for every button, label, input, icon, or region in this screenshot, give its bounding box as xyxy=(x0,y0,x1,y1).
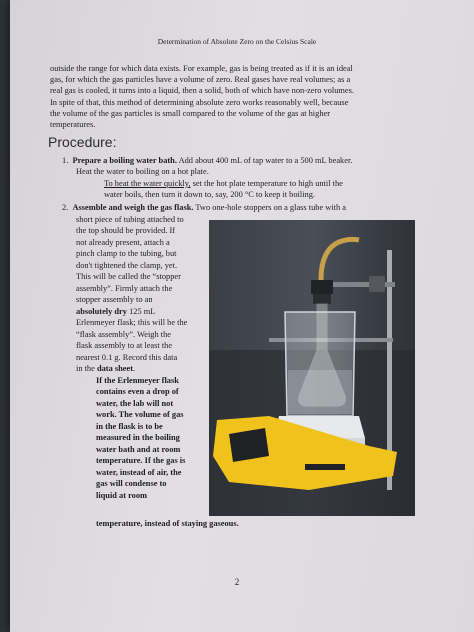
step2-line: nearest 0.1 g. Record this data xyxy=(76,353,178,362)
warning-line: water, the lab will not xyxy=(96,399,174,408)
step1-line: Heat the water to boiling on a hot plate. xyxy=(76,167,209,176)
step2-text: Two one-hole stoppers on a glass tube with a xyxy=(193,203,346,212)
balance-display xyxy=(229,428,269,462)
balance-label xyxy=(305,464,345,470)
step2-line: This will be called the “stopper xyxy=(76,272,181,281)
step2-line: assembly”. Firmly attach the xyxy=(76,284,173,293)
step1-line: water boils, then turn it down to, say, 200 °C to keep it boiling. xyxy=(104,190,315,199)
page-header: Determination of Absolute Zero on the Celsius Scale xyxy=(157,37,317,46)
absolutely-dry-emphasis: absolutely dry xyxy=(76,307,127,316)
step2-line: stopper assembly to an xyxy=(76,295,153,304)
intro-line: temperatures. xyxy=(50,120,96,130)
step1-first-line xyxy=(62,155,352,166)
apparatus-illustration xyxy=(209,220,415,516)
warning-line: in the flask is to be xyxy=(96,422,163,431)
stopper-top xyxy=(311,280,333,294)
warning-line: water, instead of air, the xyxy=(96,468,182,477)
step2-line: short piece of tubing attached to xyxy=(76,215,184,224)
warning-line: If the Erlenmeyer flask xyxy=(96,376,179,385)
intro-line: real gas is cooled, it turns into a liquid, then a solid, both of which have non-zero volumes. xyxy=(50,86,354,96)
intro-line: In spite of that, this method of determining absolute zero works reasonably well, because xyxy=(50,97,349,107)
intro-paragraph xyxy=(50,63,410,130)
step2-number: 2. xyxy=(62,203,69,212)
step2-last-line: temperature, instead of staying gaseous. xyxy=(96,519,239,528)
warning-line: contains even a drop of xyxy=(96,387,179,396)
procedure-heading: Procedure: xyxy=(48,134,117,150)
warning-line: water bath and at room xyxy=(96,445,181,454)
step2-first-line xyxy=(62,202,346,213)
warning-line: gas will condense to xyxy=(96,479,167,488)
step2-line: not already present, attach a xyxy=(76,238,170,247)
step2-line: Erlenmeyer flask; this will be the xyxy=(76,318,188,327)
intro-line: gas, for which the gas particles have a volume of zero. Real gases have real volumes; as a xyxy=(50,75,351,85)
step1-text: Add about 400 mL of tap water to a 500 mL beaker. xyxy=(176,156,353,165)
step2-line: the top should be provided. If xyxy=(76,226,176,235)
clamp-arm xyxy=(329,282,395,287)
stopper-bottom xyxy=(313,294,331,304)
step2-line: “flask assembly”. Weigh the xyxy=(76,330,171,339)
step1-quick-line: To heat the water quickly, set the hot plate temperature to high until the xyxy=(104,179,343,188)
data-sheet-emphasis: data sheet xyxy=(96,364,133,373)
step2-title: Assemble and weigh the gas flask. xyxy=(72,203,194,212)
warning-line: liquid at room xyxy=(96,491,148,500)
step1-title: Prepare a boiling water bath. xyxy=(72,156,177,165)
intro-line: outside the range for which data exists. For example, gas is being treated as if it is an ideal xyxy=(50,64,353,73)
intro-line: the volume of the gas particles is small compared to the volume of the gas at higher xyxy=(50,108,331,118)
warning-line: measured in the boiling xyxy=(96,433,180,442)
step2-datasheet-line: in the data sheet. xyxy=(76,364,136,373)
page-number: 2 xyxy=(234,577,240,587)
warning-line: work. The volume of gas xyxy=(96,410,184,419)
step2-line: don't tightened the clamp, yet. xyxy=(76,261,178,270)
clamp-knob xyxy=(369,276,385,292)
step1-number: 1. xyxy=(62,156,69,165)
apparatus-photo xyxy=(209,220,415,516)
warning-line: temperature. If the gas is xyxy=(96,456,186,465)
step2-dry-line: absolutely dry 125 mL xyxy=(76,307,156,316)
step2-line: flask assembly to at least the xyxy=(76,341,173,350)
step1-underlined-text: To heat the water quickly, xyxy=(104,179,191,188)
step2-line: pinch clamp to the tubing, but xyxy=(76,249,177,258)
